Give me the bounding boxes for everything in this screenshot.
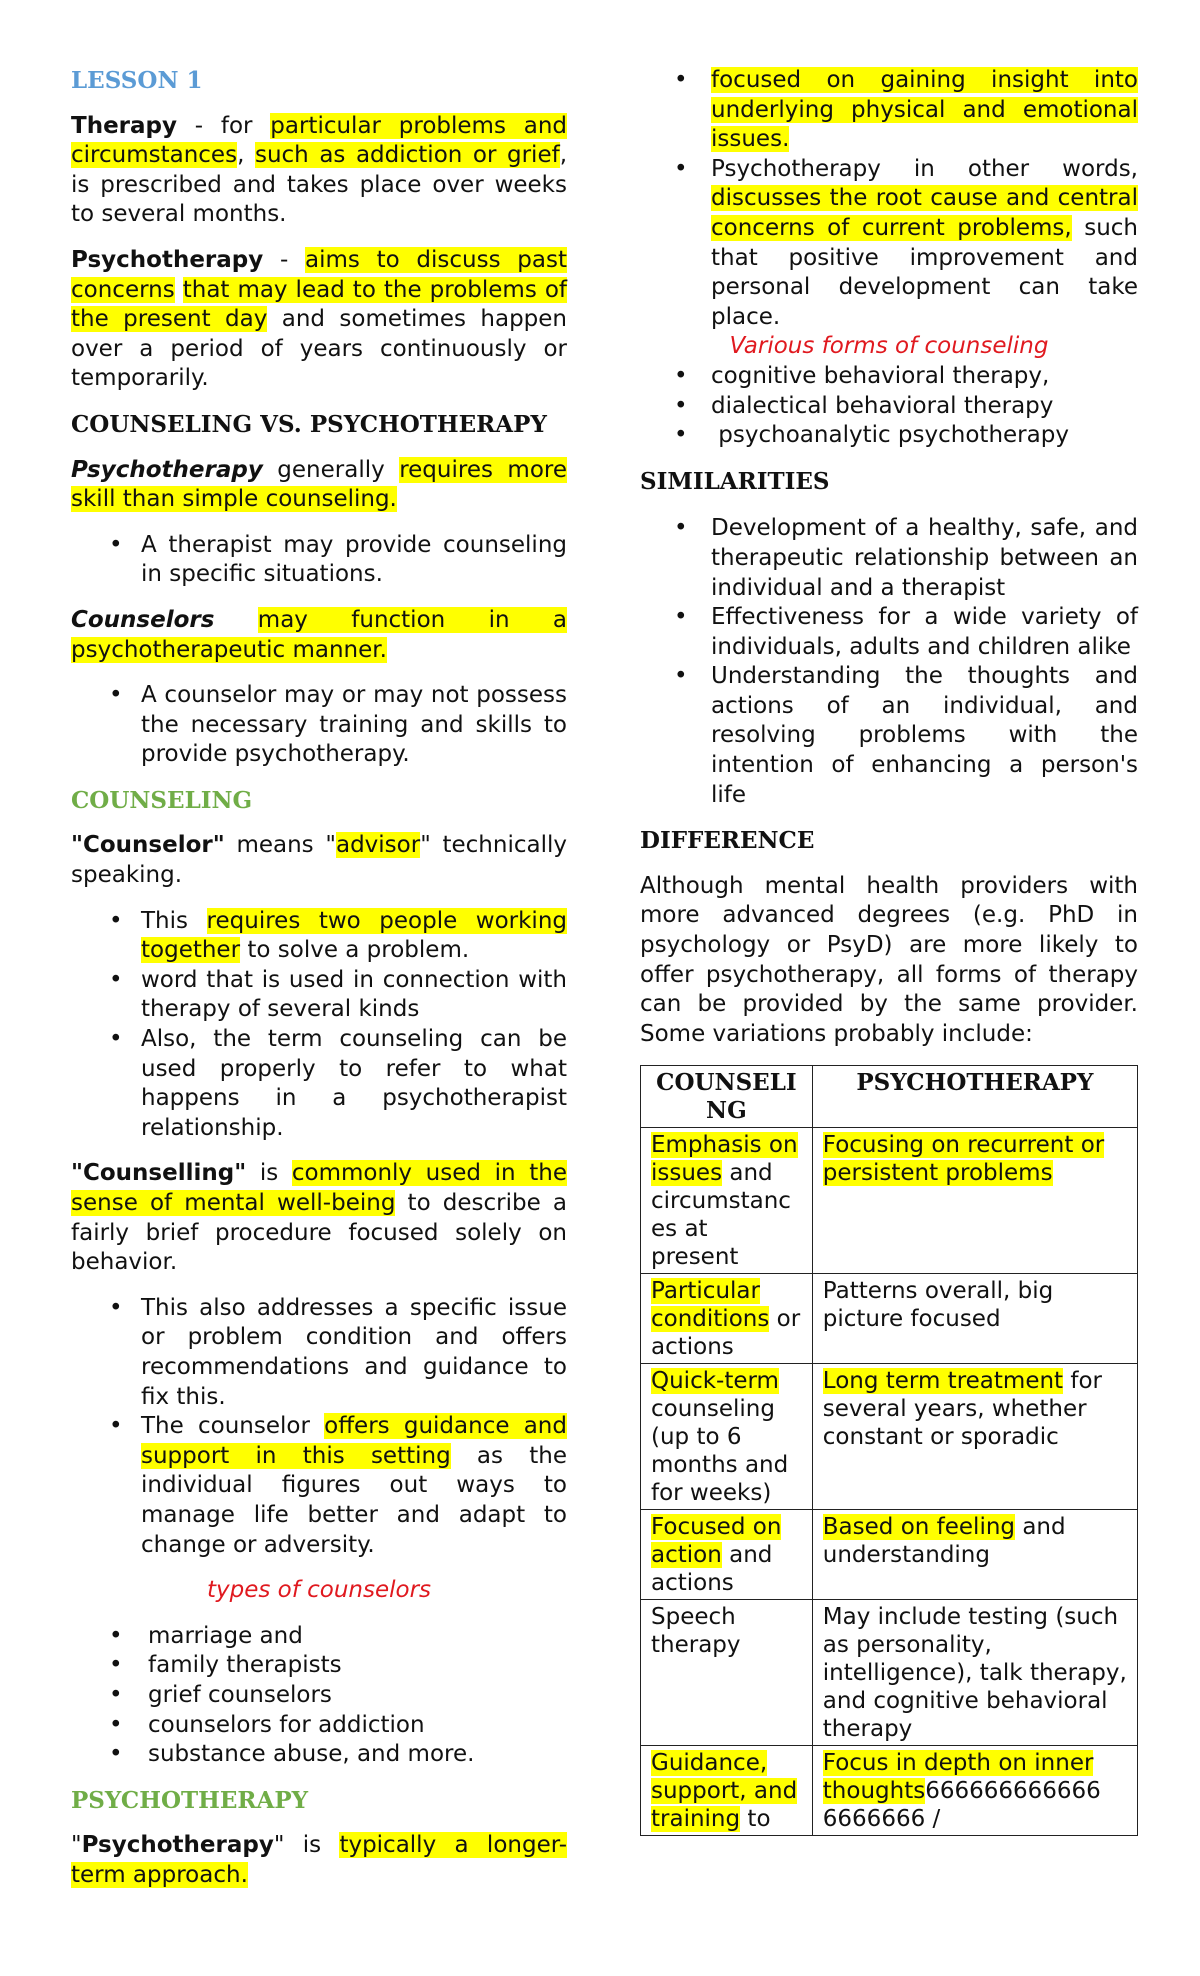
psychotherapy-definition [71, 1831, 567, 1890]
list-item: • Effectiveness for a wide variety of individuals, adults and children alike [640, 603, 1138, 662]
list-item: • marriage and [71, 1622, 567, 1652]
table-cell [812, 1128, 1137, 1274]
psychotherapy-skill-paragraph [71, 456, 567, 515]
highlight: Long term treatment [822, 1368, 1064, 1395]
text-span: The counselor [141, 1413, 325, 1440]
list-item: • Also, the term counseling can be used properly to refer to what happens in a psychotherapist relationship. [71, 1025, 567, 1143]
highlight: Particular conditions [651, 1278, 770, 1333]
text-span [214, 607, 257, 633]
highlight: Focusing on recurrent or persistent problems [822, 1132, 1105, 1187]
text-span: This [141, 907, 207, 934]
text-span: - for [176, 112, 271, 139]
forms-list [640, 362, 1138, 451]
highlight: Based on feeling [822, 1514, 1016, 1541]
table-header-row [641, 1066, 1138, 1128]
list-item: • Understanding the thoughts and actions of an individual, and resolving problems with the intention of enhancing a person's life [640, 662, 1138, 810]
text-span: as the individual figures out ways to manage life better and adapt to change or adversity. [141, 1442, 567, 1558]
bullet-list [71, 1294, 567, 1560]
list-item [640, 155, 1138, 333]
highlight: offers guidance and support in this setting [141, 1413, 567, 1469]
highlight: Guidance, support, and training [651, 1750, 798, 1833]
list-item: • cognitive behavioral therapy, [640, 362, 1138, 392]
text-span: " is [273, 1832, 340, 1859]
comparison-table [640, 1065, 1138, 1836]
table-cell: Speech therapy [641, 1600, 813, 1746]
table-cell [641, 1510, 813, 1600]
table-cell [812, 1510, 1137, 1600]
list-item: • dialectical behavioral therapy [640, 392, 1138, 422]
highlight: typically a longer-term approach. [71, 1832, 568, 1888]
list-item: • family therapists [71, 1651, 567, 1681]
list-item [640, 66, 1138, 155]
text-span: " [71, 1832, 82, 1859]
text-span: is [246, 1160, 292, 1187]
text-span: , [237, 142, 255, 169]
counseling-heading: COUNSELING [71, 786, 253, 814]
table-cell [641, 1274, 813, 1364]
highlight: Emphasis on issues [651, 1132, 798, 1187]
table-cell [641, 1128, 813, 1274]
forms-of-counseling-title: Various forms of counseling [729, 333, 1049, 360]
highlight: discusses the root cause and central concerns of current problems, [711, 185, 1138, 241]
counselors-paragraph [71, 606, 567, 665]
text-span: to describe a fairly brief procedure focused solely on behavior. [71, 1190, 567, 1276]
bullet-list [71, 681, 567, 770]
counseling-vs-psychotherapy-heading: COUNSELING VS. PSYCHOTHERAPY [71, 410, 547, 438]
list-item: • Development of a healthy, safe, and therapeutic relationship between an individual and a therapist [640, 514, 1138, 603]
similarities-list [640, 514, 1138, 810]
text-span: for several years, whether constant or sporadic [822, 1368, 1103, 1451]
counselor-term: "Counselor" [71, 832, 225, 859]
highlight: particular problems and circumstances [71, 112, 568, 169]
psychotherapy-term: Psychotherapy [71, 456, 263, 483]
table-row [641, 1274, 1138, 1364]
table-row [641, 1128, 1138, 1274]
list-item: • This also addresses a specific issue or problem condition and offers recommendations and guidance to fix this. [71, 1294, 567, 1412]
psychotherapy-paragraph [71, 246, 567, 394]
types-of-counselors-title: types of counselors [206, 1577, 432, 1604]
table-cell [812, 1364, 1137, 1510]
psychotherapy-term: Psychotherapy [71, 246, 264, 273]
table-cell [641, 1364, 813, 1510]
text-span: generally [262, 456, 400, 483]
bullet-list [71, 531, 567, 590]
text-span: or actions [651, 1306, 801, 1361]
list-item [71, 907, 567, 966]
therapy-paragraph [71, 112, 567, 230]
list-item: • counselors for addiction [71, 1711, 567, 1741]
table-cell: May include testing (such as personality, intelligence), talk therapy, and cognitive behavioral therapy [812, 1600, 1137, 1746]
table-cell [812, 1746, 1137, 1836]
text-span: and sometimes happen over a period of years continuously or temporarily. [71, 306, 568, 392]
list-item: • psychoanalytic psychotherapy [640, 421, 1138, 451]
highlight: advisor [335, 832, 421, 859]
list-item: • substance abuse, and more. [71, 1740, 567, 1770]
text-span: and understanding [822, 1514, 1066, 1569]
list-item [71, 1412, 567, 1560]
table-cell: Patterns overall, big picture focused [812, 1274, 1137, 1364]
text-span: - [263, 246, 305, 273]
highlight: that may lead to the problems of the present day [71, 276, 567, 333]
header-counseling: COUNSELI NG [641, 1066, 813, 1128]
list-item: • A therapist may provide counseling in specific situations. [71, 531, 567, 590]
text-span [175, 277, 183, 303]
text-span: and actions [651, 1542, 773, 1597]
highlight: such as addiction or grief [254, 142, 560, 169]
text-span: counseling (up to 6 months and for weeks) [651, 1396, 789, 1507]
header-psychotherapy: PSYCHOTHERAPY [812, 1066, 1137, 1128]
text-span: " technically speaking. [71, 832, 567, 889]
text-span: 666666666666 6666666 / [822, 1778, 1101, 1833]
list-item: • grief counselors [71, 1681, 567, 1711]
table-row [641, 1510, 1138, 1600]
difference-heading: DIFFERENCE [640, 827, 815, 855]
text-span: to [740, 1806, 771, 1833]
highlight: may function in a psychotherapeutic manner. [71, 606, 567, 663]
highlight: aims to discuss past concerns [71, 246, 567, 303]
psychotherapy-heading: PSYCHOTHERAPY [71, 1786, 309, 1814]
list-item: • word that is used in connection with therapy of several kinds [71, 966, 567, 1025]
similarities-heading: SIMILARITIES [640, 467, 830, 495]
difference-paragraph: Although mental health providers with more advanced degrees (e.g. PhD in psychology or PsyD) are more likely to offer psychotherapy, all forms of therapy can be provided by the same provider. Some variations probably include: [640, 872, 1138, 1047]
bullet-list [71, 907, 567, 1144]
lesson-title: LESSON 1 [71, 67, 203, 94]
counselling-term: "Counselling" [71, 1160, 247, 1187]
table-row [641, 1600, 1138, 1746]
table-row [641, 1364, 1138, 1510]
highlight: Quick-term [651, 1368, 779, 1395]
bullet-list [640, 66, 1138, 332]
text-span: means " [224, 832, 336, 859]
psychotherapy-term: Psychotherapy [81, 1832, 274, 1859]
text-span: to solve a problem. [240, 937, 470, 964]
counselling-definition [71, 1159, 567, 1277]
counselor-definition [71, 831, 567, 890]
text-span: such that positive improvement and personal development can take place. [711, 214, 1138, 330]
text-span: , is prescribed and takes place over weeks to several months. [71, 142, 568, 228]
counselors-term: Counselors [71, 606, 215, 633]
text-span: and circumstanc es at present [651, 1160, 791, 1271]
table-cell [641, 1746, 813, 1836]
list-item: • A counselor may or may not possess the necessary training and skills to provide psychotherapy. [71, 681, 567, 770]
types-list [71, 1622, 567, 1770]
left-column [71, 66, 567, 1906]
therapy-term: Therapy [71, 112, 177, 139]
text-span: Psychotherapy in other words, [711, 155, 1138, 182]
highlight: focused on gaining insight into underlying physical and emotional issues. [711, 67, 1138, 153]
table-row [641, 1746, 1138, 1836]
highlight: Focused on action [651, 1514, 782, 1569]
highlight: requires two people working together [141, 907, 567, 964]
highlight: Focus in depth on inner thoughts [822, 1750, 1094, 1805]
highlight: commonly used in the sense of mental well-being [71, 1160, 567, 1216]
right-column [640, 66, 1138, 1836]
highlight: requires more skill than simple counseling. [71, 456, 568, 513]
